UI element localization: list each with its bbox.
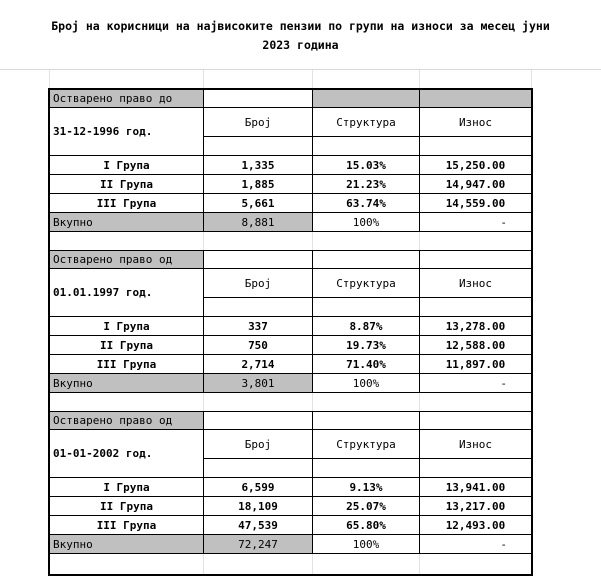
- struktura-value[interactable]: 15.03%: [312, 155, 420, 175]
- total-label[interactable]: Вкупно: [49, 373, 204, 393]
- section-date[interactable]: 01.01.1997 год.: [49, 268, 204, 317]
- broj-value[interactable]: 6,599: [203, 477, 313, 497]
- broj-value[interactable]: 337: [203, 316, 313, 336]
- iznos-value[interactable]: 13,278.00: [419, 316, 532, 336]
- total-label[interactable]: Вкупно: [49, 212, 204, 232]
- broj-value[interactable]: 1,885: [203, 174, 313, 194]
- empty-cell[interactable]: [312, 297, 420, 317]
- empty-cell[interactable]: [312, 250, 420, 269]
- iznos-value[interactable]: 12,493.00: [419, 515, 532, 535]
- struktura-value[interactable]: 8.87%: [312, 316, 420, 336]
- empty-cell[interactable]: [419, 89, 532, 108]
- empty-cell[interactable]: [419, 297, 532, 317]
- group-label[interactable]: I Група: [49, 155, 204, 175]
- group-label[interactable]: III Група: [49, 193, 204, 213]
- group-label[interactable]: II Група: [49, 335, 204, 355]
- header-broj[interactable]: Број: [203, 429, 313, 459]
- header-struktura[interactable]: Структура: [312, 107, 420, 137]
- group-label[interactable]: II Група: [49, 174, 204, 194]
- header-struktura[interactable]: Структура: [312, 429, 420, 459]
- iznos-value[interactable]: 13,217.00: [419, 496, 532, 516]
- total-iznos[interactable]: -: [419, 212, 532, 232]
- empty-cell[interactable]: [312, 136, 420, 156]
- empty-cell[interactable]: [419, 136, 532, 156]
- header-iznos[interactable]: Износ: [419, 268, 532, 298]
- section-date[interactable]: 01-01-2002 год.: [49, 429, 204, 478]
- group-label[interactable]: III Група: [49, 354, 204, 374]
- struktura-value[interactable]: 25.07%: [312, 496, 420, 516]
- empty-cell[interactable]: [203, 297, 313, 317]
- struktura-value[interactable]: 19.73%: [312, 335, 420, 355]
- broj-value[interactable]: 47,539: [203, 515, 313, 535]
- broj-value[interactable]: 5,661: [203, 193, 313, 213]
- empty-cell[interactable]: [419, 250, 532, 269]
- total-struktura[interactable]: 100%: [312, 212, 420, 232]
- broj-value[interactable]: 18,109: [203, 496, 313, 516]
- empty-cell[interactable]: [203, 458, 313, 478]
- group-label[interactable]: II Група: [49, 496, 204, 516]
- total-broj[interactable]: 72,247: [203, 534, 313, 554]
- total-struktura[interactable]: 100%: [312, 534, 420, 554]
- group-label[interactable]: I Група: [49, 477, 204, 497]
- group-label[interactable]: III Група: [49, 515, 204, 535]
- total-broj[interactable]: 8,881: [203, 212, 313, 232]
- title-line-2: 2023 година: [262, 38, 339, 52]
- empty-cell[interactable]: [203, 89, 313, 108]
- title-line-1: Број на корисници на највисоките пензии по групи на износи за месец јуни: [51, 19, 550, 33]
- broj-value[interactable]: 750: [203, 335, 313, 355]
- section-label[interactable]: Остварено право од: [49, 250, 204, 269]
- total-iznos[interactable]: -: [419, 534, 532, 554]
- iznos-value[interactable]: 11,897.00: [419, 354, 532, 374]
- empty-cell[interactable]: [312, 411, 420, 430]
- struktura-value[interactable]: 65.80%: [312, 515, 420, 535]
- iznos-value[interactable]: 12,588.00: [419, 335, 532, 355]
- empty-cell[interactable]: [203, 136, 313, 156]
- iznos-value[interactable]: 14,947.00: [419, 174, 532, 194]
- struktura-value[interactable]: 63.74%: [312, 193, 420, 213]
- header-broj[interactable]: Број: [203, 268, 313, 298]
- section-label[interactable]: Остварено право до: [49, 89, 204, 108]
- header-iznos[interactable]: Износ: [419, 429, 532, 459]
- struktura-value[interactable]: 21.23%: [312, 174, 420, 194]
- iznos-value[interactable]: 15,250.00: [419, 155, 532, 175]
- struktura-value[interactable]: 9.13%: [312, 477, 420, 497]
- page-title: [0, 0, 601, 70]
- header-broj[interactable]: Број: [203, 107, 313, 137]
- broj-value[interactable]: 2,714: [203, 354, 313, 374]
- broj-value[interactable]: 1,335: [203, 155, 313, 175]
- empty-cell[interactable]: [419, 411, 532, 430]
- empty-cell[interactable]: [312, 89, 420, 108]
- empty-cell[interactable]: [312, 458, 420, 478]
- struktura-value[interactable]: 71.40%: [312, 354, 420, 374]
- empty-cell[interactable]: [203, 411, 313, 430]
- empty-cell[interactable]: [419, 458, 532, 478]
- section-label[interactable]: Остварено право од: [49, 411, 204, 430]
- header-struktura[interactable]: Структура: [312, 268, 420, 298]
- iznos-value[interactable]: 14,559.00: [419, 193, 532, 213]
- total-struktura[interactable]: 100%: [312, 373, 420, 393]
- group-label[interactable]: I Група: [49, 316, 204, 336]
- iznos-value[interactable]: 13,941.00: [419, 477, 532, 497]
- total-label[interactable]: Вкупно: [49, 534, 204, 554]
- section-date[interactable]: 31-12-1996 год.: [49, 107, 204, 156]
- empty-cell[interactable]: [203, 250, 313, 269]
- header-iznos[interactable]: Износ: [419, 107, 532, 137]
- total-broj[interactable]: 3,801: [203, 373, 313, 393]
- total-iznos[interactable]: -: [419, 373, 532, 393]
